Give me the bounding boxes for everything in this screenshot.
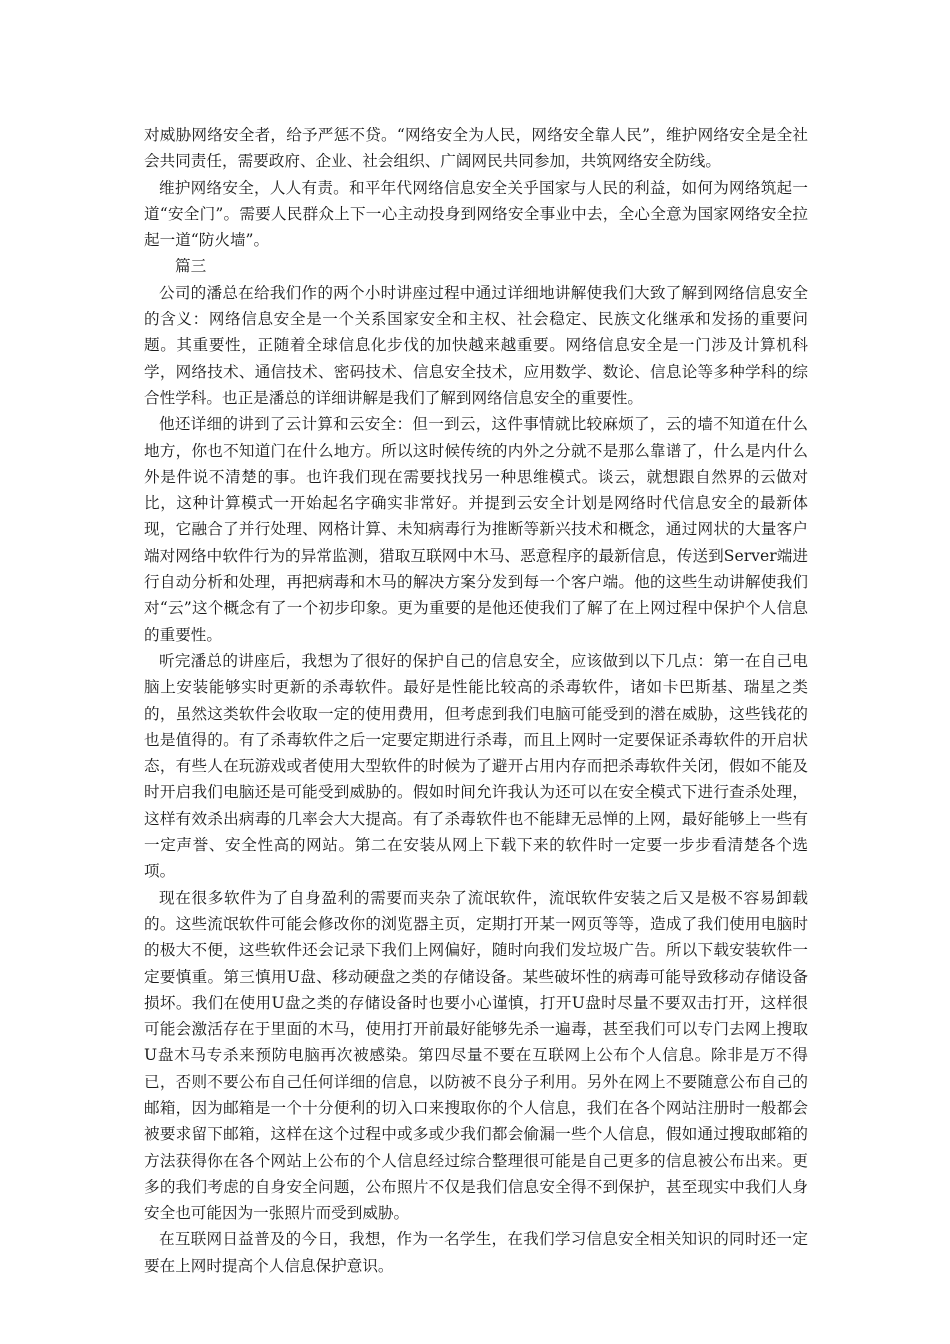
paragraph-5: 听完潘总的讲座后，我想为了很好的保护自己的信息安全，应该做到以下几点：第一在自己电脑上安装能够实时更新的杀毒软件。最好是性能比较高的杀毒软件，诸如卡巴斯基、瑞星之类的，虽然这类软件会收取一定的使用费用，但考虑到我们电脑可能受到的潜在威胁，这些钱花的也是值得的。有了杀毒软件之后一定要定期进行杀毒，而且上网时一定要保证杀毒软件的开启状态，有些人在玩游戏或者使用大型软件的时候为了避开占用内存而把杀毒软件关闭，假如不能及时开启我们电脑还是可能受到威胁的。假如时间允许我认为还可以在安全模式下进行查杀处理，这样有效杀出病毒的几率会大大提高。有了杀毒软件也不能肆无忌惮的上网，最好能够上一些有一定声誉、安全性高的网站。第二在安装从网上下载下来的软件时一定要一步步看清楚各个选项。 (144, 651, 808, 881)
paragraph-3: 公司的潘总在给我们作的两个小时讲座过程中通过详细地讲解使我们大致了解到网络信息安全的含义：网络信息安全是一个关系国家安全和主权、社会稳定、民族文化继承和发扬的重要问题。其重要性，正随着全球信息化步伐的加快越来越重要。网络信息安全是一门涉及计算机科学，网络技术、通信技术、密码技术、信息安全技术，应用数学、数论、信息论等多种学科的综合性学科。也正是潘总的详细讲解是我们了解到网络信息安全的重要性。 (144, 283, 808, 407)
paragraph-2: 维护网络安全，人人有责。和平年代网络信息安全关乎国家与人民的利益，如何为网络筑起一道“安全门”。需要人民群众上下一心主动投身到网络安全事业中去，全心全意为国家网络安全拉起一道“防火墙”。 (144, 178, 808, 250)
paragraph-1: 对威胁网络安全者，给予严惩不贷。“网络安全为人民，网络安全靠人民”，维护网络安全是全社会共同责任，需要政府、企业、社会组织、广阔网民共同参加，共筑网络安全防线。 (144, 126, 808, 171)
paragraph-7: 在互联网日益普及的今日，我想，作为一名学生，在我们学习信息安全相关知识的同时还一定要在上网时提高个人信息保护意识。 (144, 1230, 808, 1275)
paragraph-6: 现在很多软件为了自身盈利的需要而夹杂了流氓软件，流氓软件安装之后又是极不容易卸载的。这些流氓软件可能会修改你的浏览器主页，定期打开某一网页等等，造成了我们使用电脑时的极大不便，这些软件还会记录下我们上网偏好，随时向我们发垃圾广告。所以下载安装软件一定要慎重。第三慎用U盘、移动硬盘之类的存储设备。某些破坏性的病毒可能导致移动存储设备损坏。我们在使用U盘之类的存储设备时也要小心谨慎，打开U盘时尽量不要双击打开，这样很可能会激活存在于里面的木马，使用打开前最好能够先杀一遍毒，甚至我们可以专门去网上搜取U盘木马专杀来预防电脑再次被感染。第四尽量不要在互联网上公布个人信息。除非是万不得已，否则不要公布自己任何详细的信息，以防被不良分子利用。另外在网上不要随意公布自己的邮箱，因为邮箱是一个十分便利的切入口来搜取你的个人信息，我们在各个网站注册时一般都会被要求留下邮箱，这样在这个过程中或多或少我们都会偷漏一些个人信息，假如通过搜取邮箱的方法获得你在各个网站上公布的个人信息经过综合整理很可能是自己更多的信息被公布出来。更多的我们考虑的自身安全问题，公布照片不仅是我们信息安全得不到保护，甚至现实中我们人身安全也可能因为一张照片而受到威胁。 (144, 888, 808, 1223)
paragraph-4: 他还详细的讲到了云计算和云安全：但一到云，这件事情就比较麻烦了，云的墙不知道在什么地方，你也不知道门在什么地方。所以这时候传统的内外之分就不是那么靠谱了，什么是内什么外是件说不清楚的事。也许我们现在需要找找另一种思维模式。谈云，就想跟自然界的云做对比，这种计算模式一开始起名字确实非常好。并提到云安全计划是网络时代信息安全的最新体现，它融合了并行处理、网格计算、未知病毒行为推断等新兴技术和概念，通过网状的大量客户端对网络中软件行为的异常监测，猎取互联网中木马、恶意程序的最新信息，传送到Server端进行自动分析和处理，再把病毒和木马的解决方案分发到每一个客户端。他的这些生动讲解使我们对“云”这个概念有了一个初步印象。更为重要的是他还使我们了解了在上网过程中保护个人信息的重要性。 (144, 415, 808, 644)
section-heading: 篇三 (175, 257, 207, 276)
document-body (144, 122, 808, 1279)
